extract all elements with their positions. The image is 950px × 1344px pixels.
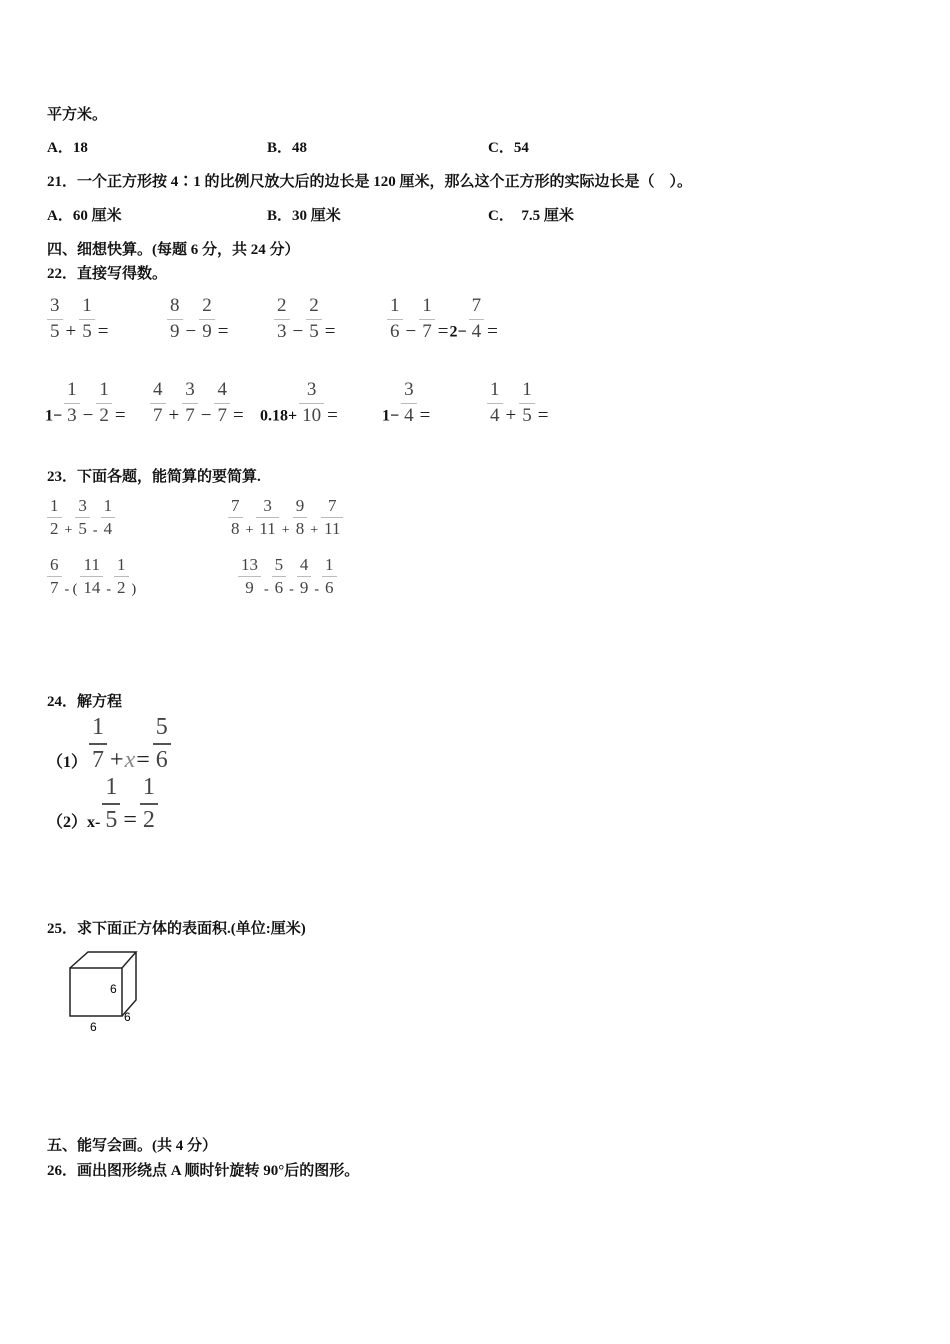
denominator: 10 xyxy=(302,404,322,426)
numerator: 11 xyxy=(80,554,103,577)
denominator: 7 xyxy=(92,747,105,774)
expression xyxy=(45,294,109,344)
denominator: 2 xyxy=(117,578,126,598)
section-4-heading: 四、细想快算。(每题 6 分，共 24 分） xyxy=(47,242,300,258)
operator: = xyxy=(419,404,431,426)
denominator: 7 xyxy=(217,404,227,426)
operator: + xyxy=(168,404,180,426)
expression xyxy=(485,378,549,428)
fraction xyxy=(80,554,103,599)
numerator: 1 xyxy=(89,712,107,745)
expression xyxy=(45,554,137,599)
denominator: 11 xyxy=(324,519,341,539)
question-24: 24．解方程 xyxy=(47,694,123,710)
numerator: 1 xyxy=(322,554,337,577)
term: （1） xyxy=(47,754,88,772)
numerator: 1 xyxy=(487,378,503,404)
numerator: 4 xyxy=(214,378,230,404)
fraction xyxy=(199,294,215,344)
option-a: A．60 厘米 xyxy=(47,208,122,224)
fraction xyxy=(387,294,403,344)
fraction xyxy=(469,294,485,344)
fraction xyxy=(79,294,95,344)
operator: − xyxy=(185,320,197,342)
term: （2）x- xyxy=(47,814,101,832)
operator: = xyxy=(217,320,229,342)
continued-text: 平方米。 xyxy=(47,107,108,123)
numerator: 7 xyxy=(469,294,485,320)
option-b: B．48 xyxy=(267,140,308,156)
operator: = xyxy=(324,320,336,342)
operator: = xyxy=(537,404,549,426)
numerator: 3 xyxy=(75,495,90,518)
numerator: 4 xyxy=(297,554,312,577)
denominator: 11 xyxy=(259,519,276,539)
fraction xyxy=(238,554,261,599)
operator: = xyxy=(114,404,126,426)
denominator: 7 xyxy=(50,578,59,598)
numerator: 3 xyxy=(401,378,417,404)
denominator: 2 xyxy=(142,807,155,834)
numerator: 1 xyxy=(140,772,158,805)
question-21: 21．一个正方形按 4∶1 的比例尺放大后的边长是 120 厘米，那么这个正方形的实际边长是（ ）。 xyxy=(47,174,693,190)
term: 0.18+ xyxy=(260,407,298,425)
fraction xyxy=(89,712,107,776)
fraction xyxy=(256,495,278,540)
numerator: 1 xyxy=(47,495,62,518)
denominator: 5 xyxy=(309,320,319,342)
cube-figure xyxy=(60,948,150,1038)
numerator: 6 xyxy=(47,554,62,577)
denominator: 3 xyxy=(277,320,287,342)
expression xyxy=(148,378,245,428)
fraction xyxy=(101,495,116,540)
fraction xyxy=(182,378,198,428)
numerator: 2 xyxy=(199,294,215,320)
fraction xyxy=(47,495,62,540)
denominator: 6 xyxy=(274,578,284,598)
operator: = xyxy=(327,404,338,426)
operator: = xyxy=(123,807,137,834)
operator: − xyxy=(292,320,304,342)
numerator: 2 xyxy=(274,294,290,320)
denominator: 3 xyxy=(67,404,77,426)
expression xyxy=(165,294,229,344)
operator: = xyxy=(232,404,244,426)
option-c: C． 7.5 厘米 xyxy=(488,208,574,224)
denominator: 6 xyxy=(390,320,400,342)
numerator: 3 xyxy=(299,378,324,404)
fraction xyxy=(322,554,337,599)
fraction xyxy=(297,554,312,599)
fraction xyxy=(519,378,535,428)
operator: + xyxy=(110,747,124,774)
numerator: 7 xyxy=(228,495,243,518)
denominator: 5 xyxy=(105,807,118,834)
fraction xyxy=(299,378,324,428)
expression xyxy=(45,378,127,428)
denominator: 4 xyxy=(103,519,113,539)
expression xyxy=(226,495,345,540)
denominator: 2 xyxy=(99,404,109,426)
fraction xyxy=(274,294,290,344)
fraction xyxy=(167,294,183,344)
numerator: 3 xyxy=(47,294,63,320)
numerator: 8 xyxy=(167,294,183,320)
operator: = xyxy=(136,747,150,774)
fraction xyxy=(401,378,417,428)
numerator: 1 xyxy=(519,378,535,404)
operator: + xyxy=(310,523,319,539)
fraction xyxy=(153,712,171,776)
denominator: 4 xyxy=(471,320,482,342)
denominator: 6 xyxy=(155,747,168,774)
denominator: 9 xyxy=(170,320,180,342)
numerator: 1 xyxy=(102,772,120,805)
numerator: 5 xyxy=(153,712,171,745)
fraction xyxy=(47,554,62,599)
fraction xyxy=(64,378,80,428)
fraction xyxy=(150,378,166,428)
numerator: 1 xyxy=(96,378,112,404)
operator: + xyxy=(281,523,290,539)
term: 1− xyxy=(45,407,63,425)
expression xyxy=(45,495,117,540)
term: 1− xyxy=(382,407,400,425)
numerator: 7 xyxy=(321,495,343,518)
operator: - ( xyxy=(64,582,78,598)
expression xyxy=(382,378,431,428)
question-26: 26．画出图形绕点 A 顺时针旋转 90°后的图形。 xyxy=(47,1163,360,1179)
numerator: 1 xyxy=(64,378,80,404)
denominator: 6 xyxy=(325,578,334,598)
equation xyxy=(47,772,160,836)
denominator: 8 xyxy=(295,519,305,539)
operator: = xyxy=(487,320,498,342)
fraction xyxy=(306,294,322,344)
fraction xyxy=(487,378,503,428)
denominator: 4 xyxy=(404,404,414,426)
numerator: 13 xyxy=(238,554,261,577)
fraction xyxy=(114,554,129,599)
option-b: B．30 厘米 xyxy=(267,208,341,224)
operator: + xyxy=(64,523,73,539)
operator: + xyxy=(505,404,517,426)
numerator: 4 xyxy=(150,378,166,404)
equation xyxy=(47,712,173,776)
question-23: 23．下面各题，能简算的要简算. xyxy=(47,469,261,485)
numerator: 1 xyxy=(419,294,435,320)
fraction xyxy=(214,378,230,428)
denominator: 8 xyxy=(231,519,240,539)
operator: − xyxy=(200,404,212,426)
denominator: 9 xyxy=(202,320,212,342)
denominator: 7 xyxy=(153,404,163,426)
expression xyxy=(385,294,499,344)
denominator: 9 xyxy=(245,578,254,598)
fraction xyxy=(96,378,112,428)
variable: x xyxy=(124,747,136,774)
edge-label: 6 xyxy=(90,1020,97,1034)
operator: − xyxy=(405,320,417,342)
operator: - xyxy=(314,582,320,598)
numerator: 9 xyxy=(293,495,308,518)
section-5-heading: 五、能写会画。(共 4 分） xyxy=(47,1138,217,1154)
expression xyxy=(260,378,339,428)
operator: + xyxy=(65,320,77,342)
denominator: 5 xyxy=(50,320,60,342)
numerator: 5 xyxy=(272,554,287,577)
numerator: 3 xyxy=(182,378,198,404)
operator: ) xyxy=(131,582,137,598)
operator: - xyxy=(264,582,269,598)
fraction xyxy=(140,772,158,836)
operator: - xyxy=(106,582,111,598)
question-22: 22．直接写得数。 xyxy=(47,266,168,282)
numerator: 1 xyxy=(114,554,129,577)
denominator: 7 xyxy=(422,320,432,342)
operator: + xyxy=(245,523,254,539)
fraction xyxy=(293,495,308,540)
expression xyxy=(272,294,336,344)
option-a: A．18 xyxy=(47,140,88,156)
numerator: 1 xyxy=(387,294,403,320)
edge-label: 6 xyxy=(110,982,117,996)
denominator: 5 xyxy=(78,519,87,539)
fraction xyxy=(75,495,90,540)
denominator: 14 xyxy=(83,578,101,598)
denominator: 5 xyxy=(82,320,92,342)
operator: − xyxy=(82,404,94,426)
denominator: 7 xyxy=(185,404,195,426)
denominator: 5 xyxy=(522,404,532,426)
numerator: 3 xyxy=(256,495,278,518)
operator: - xyxy=(289,582,294,598)
fraction xyxy=(47,294,63,344)
denominator: 2 xyxy=(50,519,59,539)
term: 2− xyxy=(449,323,467,341)
edge-label: 6 xyxy=(124,1010,131,1024)
denominator: 9 xyxy=(299,578,309,598)
operator: = xyxy=(437,320,449,342)
operator: - xyxy=(92,523,98,539)
expression xyxy=(236,554,339,599)
numerator: 2 xyxy=(306,294,322,320)
fraction xyxy=(228,495,243,540)
fraction xyxy=(272,554,287,599)
operator: = xyxy=(97,320,109,342)
numerator: 1 xyxy=(101,495,116,518)
fraction xyxy=(102,772,120,836)
fraction xyxy=(321,495,343,540)
option-c: C．54 xyxy=(488,140,529,156)
fraction xyxy=(419,294,435,344)
denominator: 4 xyxy=(490,404,500,426)
question-25: 25．求下面正方体的表面积.(单位:厘米) xyxy=(47,921,306,937)
numerator: 1 xyxy=(79,294,95,320)
